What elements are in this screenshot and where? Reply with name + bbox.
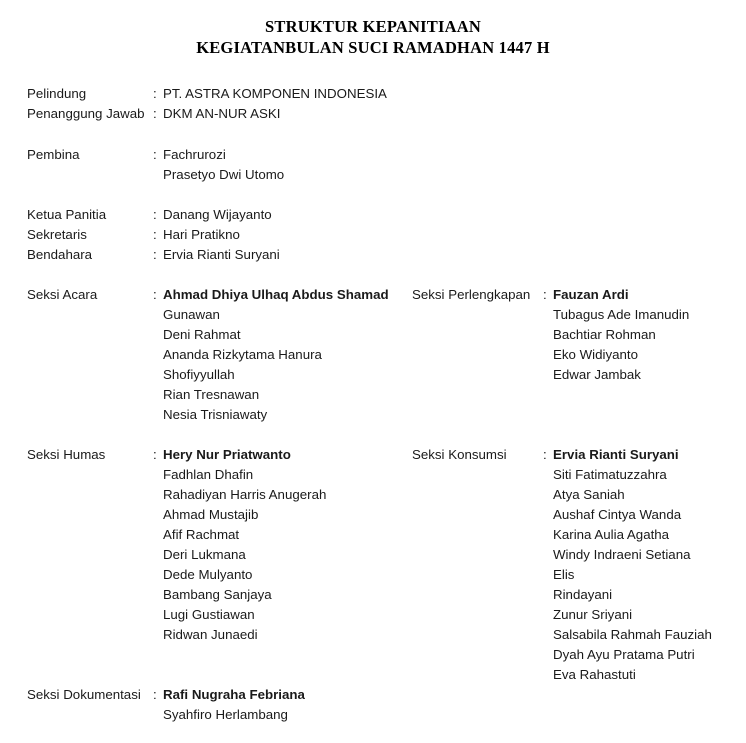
section-member-name: Bambang Sanjaya — [163, 587, 272, 602]
section-member-name: Dede Mulyanto — [163, 567, 253, 582]
section-colon-seksi-acara: : — [153, 287, 157, 302]
section-member-name: Ridwan Junaedi — [163, 627, 258, 642]
section-member-name: Zunur Sriyani — [553, 607, 633, 622]
section-member-name: Karina Aulia Agatha — [553, 527, 670, 542]
field-value: Ervia Rianti Suryani — [163, 247, 280, 262]
section-member-name: Syahfiro Herlambang — [163, 707, 288, 722]
section-member-name: Rian Tresnawan — [163, 387, 260, 402]
section-members-seksi-acara — [163, 285, 389, 425]
section-head-name: Ervia Rianti Suryani — [553, 447, 679, 462]
section-member-name: Lugi Gustiawan — [163, 607, 255, 622]
section-member-name: Siti Fatimatuzzahra — [553, 467, 667, 482]
field-values-pembina — [163, 145, 284, 185]
section-colon-seksi-humas: : — [153, 447, 157, 462]
section-label-seksi-perlengkapan: Seksi Perlengkapan — [412, 287, 531, 302]
field-values-ketua-panitia — [163, 205, 272, 225]
field-value: PT. ASTRA KOMPONEN INDONESIA — [163, 86, 387, 101]
section-member-name: Deri Lukmana — [163, 547, 246, 562]
section-member-name: Windy Indraeni Setiana — [553, 547, 691, 562]
section-member-name: Bachtiar Rohman — [553, 327, 656, 342]
field-colon-bendahara: : — [153, 247, 157, 262]
document-title-line-1: STRUKTUR KEPANITIAAN — [265, 17, 481, 36]
field-value: Prasetyo Dwi Utomo — [163, 167, 285, 182]
section-member-name: Rindayani — [553, 587, 613, 602]
field-value: Hari Pratikno — [163, 227, 240, 242]
field-label-bendahara: Bendahara — [27, 247, 93, 262]
section-member-name: Gunawan — [163, 307, 220, 322]
document-title — [0, 16, 746, 58]
section-member-name: Edwar Jambak — [553, 367, 641, 382]
section-member-name: Ahmad Mustajib — [163, 507, 259, 522]
section-label-seksi-konsumsi: Seksi Konsumsi — [412, 447, 507, 462]
section-member-name: Ananda Rizkytama Hanura — [163, 347, 322, 362]
field-values-sekretaris — [163, 225, 240, 245]
section-member-name: Aushaf Cintya Wanda — [553, 507, 682, 522]
section-label-seksi-acara: Seksi Acara — [27, 287, 98, 302]
section-head-name: Rafi Nugraha Febriana — [163, 687, 305, 702]
field-value: Danang Wijayanto — [163, 207, 272, 222]
field-label-pelindung: Pelindung — [27, 86, 87, 101]
section-member-name: Nesia Trisniawaty — [163, 407, 268, 422]
section-member-name: Fadhlan Dhafin — [163, 467, 254, 482]
field-label-pembina: Pembina — [27, 147, 80, 162]
section-head-name: Ahmad Dhiya Ulhaq Abdus Shamad — [163, 287, 389, 302]
section-member-name: Atya Saniah — [553, 487, 625, 502]
section-head-name: Fauzan Ardi — [553, 287, 629, 302]
field-values-bendahara — [163, 245, 280, 265]
section-member-name: Salsabila Rahmah Fauziah — [553, 627, 712, 642]
field-label-ketua-panitia: Ketua Panitia — [27, 207, 107, 222]
section-members-seksi-dokumentasi — [163, 685, 305, 725]
section-label-seksi-humas: Seksi Humas — [27, 447, 106, 462]
field-values-pelindung — [163, 84, 387, 104]
section-members-seksi-konsumsi — [553, 445, 712, 685]
document-title-line-2: KEGIATANBULAN SUCI RAMADHAN 1447 H — [196, 38, 550, 57]
section-colon-seksi-dokumentasi: : — [153, 687, 157, 702]
section-member-name: Shofiyyullah — [163, 367, 235, 382]
section-member-name: Rahadiyan Harris Anugerah — [163, 487, 327, 502]
section-member-name: Eko Widiyanto — [553, 347, 638, 362]
section-member-name: Dyah Ayu Pratama Putri — [553, 647, 695, 662]
field-label-sekretaris: Sekretaris — [27, 227, 87, 242]
section-member-name: Afif Rachmat — [163, 527, 240, 542]
section-members-seksi-humas — [163, 445, 326, 645]
section-head-name: Hery Nur Priatwanto — [163, 447, 291, 462]
section-member-name: Tubagus Ade Imanudin — [553, 307, 690, 322]
field-colon-penanggung-jawab: : — [153, 106, 157, 121]
field-colon-pembina: : — [153, 147, 157, 162]
field-colon-pelindung: : — [153, 86, 157, 101]
section-member-name: Elis — [553, 567, 575, 582]
field-value: DKM AN-NUR ASKI — [163, 106, 281, 121]
field-colon-ketua-panitia: : — [153, 207, 157, 222]
section-member-name: Eva Rahastuti — [553, 667, 636, 682]
section-members-seksi-perlengkapan — [553, 285, 689, 385]
section-label-seksi-dokumentasi: Seksi Dokumentasi — [27, 687, 141, 702]
section-colon-seksi-konsumsi: : — [543, 447, 547, 462]
section-colon-seksi-perlengkapan: : — [543, 287, 547, 302]
field-values-penanggung-jawab — [163, 104, 280, 124]
field-value: Fachrurozi — [163, 147, 226, 162]
field-label-penanggung-jawab: Penanggung Jawab — [27, 106, 145, 121]
field-colon-sekretaris: : — [153, 227, 157, 242]
section-member-name: Deni Rahmat — [163, 327, 241, 342]
